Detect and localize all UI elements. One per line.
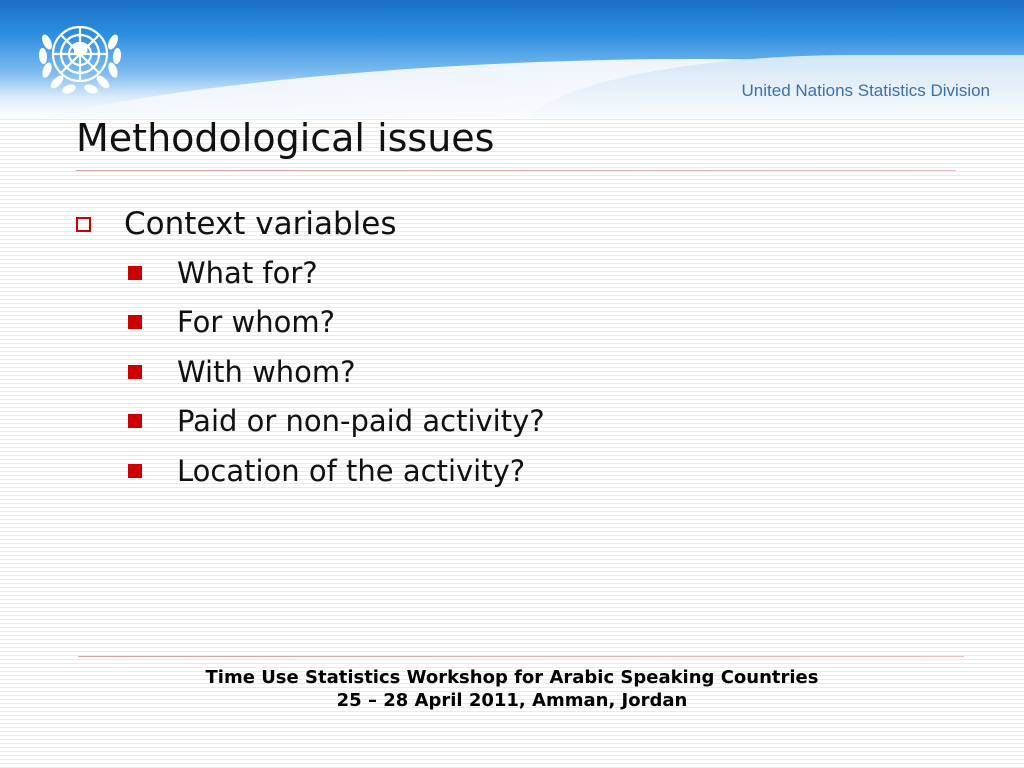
sub-bullet-item <box>76 248 936 298</box>
un-emblem-icon <box>28 12 132 100</box>
sub-bullet-item <box>76 298 936 348</box>
filled-square-icon <box>128 464 142 478</box>
filled-square-icon <box>128 365 142 379</box>
slide-footer <box>0 666 1024 712</box>
sub-bullet-item <box>76 347 936 397</box>
sub-bullet-label: What for? <box>177 255 318 290</box>
bullet-list <box>76 200 936 496</box>
footer-event-date-location: 25 – 28 April 2011, Amman, Jordan <box>336 690 688 711</box>
filled-square-icon <box>128 414 142 428</box>
footer-event-title: Time Use Statistics Workshop for Arabic Speaking Countries <box>205 667 819 688</box>
slide-title: Methodological issues <box>76 116 495 160</box>
sub-bullet-label: With whom? <box>177 354 356 389</box>
sub-bullet-label: For whom? <box>177 305 336 340</box>
sub-bullet-label: Location of the activity? <box>177 453 526 488</box>
filled-square-icon <box>128 315 142 329</box>
bullet-item-context-variables <box>76 200 936 248</box>
sub-bullet-label: Paid or non-paid activity? <box>177 404 545 439</box>
title-divider <box>76 170 956 171</box>
sub-bullet-item <box>76 446 936 496</box>
header-band <box>0 0 1024 118</box>
bullet-label: Context variables <box>124 206 397 242</box>
sub-bullet-item <box>76 397 936 447</box>
filled-square-icon <box>128 266 142 280</box>
footer-divider <box>78 656 964 657</box>
organization-name: United Nations Statistics Division <box>741 81 990 100</box>
hollow-square-icon <box>76 217 91 232</box>
